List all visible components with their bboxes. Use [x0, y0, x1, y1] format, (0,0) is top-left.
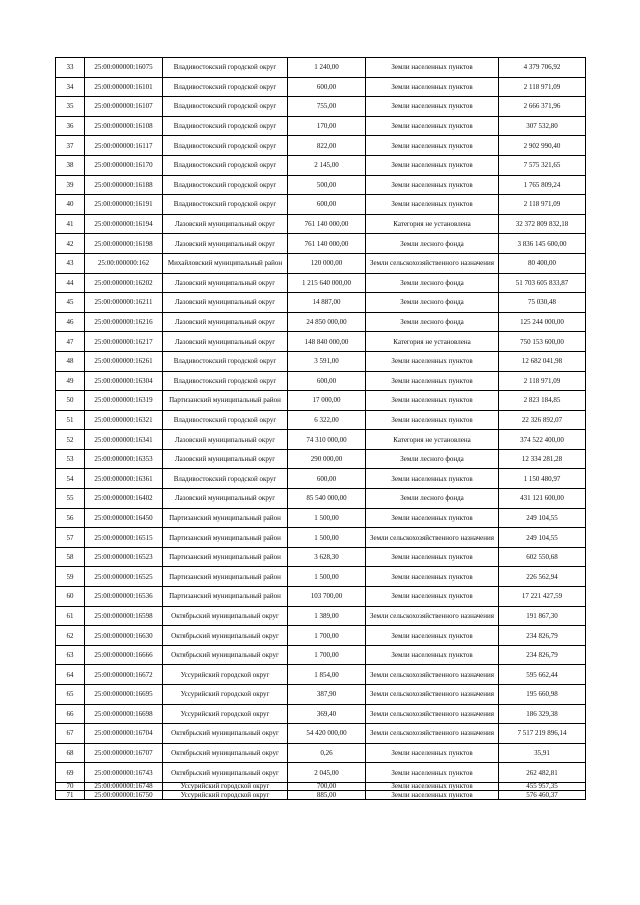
land-category-cell: Земли лесного фонда [366, 273, 499, 293]
land-category-cell: Земли лесного фонда [366, 293, 499, 313]
row-number-cell: 35 [56, 97, 85, 117]
cadastral-number-cell: 25:00:000000:16523 [85, 547, 163, 567]
area-cell: 700,00 [288, 782, 366, 791]
land-category-cell: Земли сельскохозяйственного назначения [366, 704, 499, 724]
area-cell: 1 700,00 [288, 645, 366, 665]
municipality-cell: Лазовский муниципальный округ [163, 332, 288, 352]
cadastral-number-cell: 25:00:000000:16261 [85, 351, 163, 371]
cadastral-value-cell: 4 379 706,92 [499, 58, 586, 78]
cadastral-value-cell: 2 823 184,85 [499, 391, 586, 411]
cadastral-number-cell: 25:00:000000:16075 [85, 58, 163, 78]
land-category-cell: Земли населенных пунктов [366, 791, 499, 800]
table-row [56, 58, 586, 78]
row-number-cell: 52 [56, 430, 85, 450]
land-category-cell: Земли населенных пунктов [366, 58, 499, 78]
cadastral-value-cell: 226 562,94 [499, 567, 586, 587]
row-number-cell: 49 [56, 371, 85, 391]
municipality-cell: Партизанский муниципальный район [163, 587, 288, 607]
municipality-cell: Владивостокский городской округ [163, 195, 288, 215]
municipality-cell: Октябрьский муниципальный округ [163, 743, 288, 763]
row-number-cell: 60 [56, 587, 85, 607]
land-category-cell: Земли населенных пунктов [366, 391, 499, 411]
area-cell: 369,40 [288, 704, 366, 724]
cadastral-value-cell: 2 666 371,96 [499, 97, 586, 117]
row-number-cell: 67 [56, 724, 85, 744]
cadastral-value-cell: 51 703 605 833,87 [499, 273, 586, 293]
municipality-cell: Октябрьский муниципальный округ [163, 626, 288, 646]
municipality-cell: Михайловский муниципальный район [163, 253, 288, 273]
municipality-cell: Владивостокский городской округ [163, 155, 288, 175]
cadastral-number-cell: 25:00:000000:16450 [85, 508, 163, 528]
cadastral-value-cell: 750 153 600,00 [499, 332, 586, 352]
municipality-cell: Уссурийский городской округ [163, 791, 288, 800]
area-cell: 1 500,00 [288, 508, 366, 528]
table-row [56, 332, 586, 352]
municipality-cell: Лазовский муниципальный округ [163, 312, 288, 332]
row-number-cell: 59 [56, 567, 85, 587]
land-category-cell: Земли населенных пунктов [366, 410, 499, 430]
land-category-cell: Земли населенных пунктов [366, 782, 499, 791]
cadastral-value-cell: 7 575 321,65 [499, 155, 586, 175]
row-number-cell: 53 [56, 449, 85, 469]
table-row [56, 136, 586, 156]
area-cell: 3 628,30 [288, 547, 366, 567]
land-category-cell: Земли населенных пунктов [366, 469, 499, 489]
cadastral-value-cell: 1 765 809,24 [499, 175, 586, 195]
cadastral-number-cell: 25:00:000000:16361 [85, 469, 163, 489]
area-cell: 600,00 [288, 371, 366, 391]
table-row [56, 508, 586, 528]
land-category-cell: Земли сельскохозяйственного назначения [366, 606, 499, 626]
area-cell: 600,00 [288, 77, 366, 97]
land-category-cell: Земли населенных пунктов [366, 645, 499, 665]
cadastral-number-cell: 25:00:000000:16321 [85, 410, 163, 430]
row-number-cell: 47 [56, 332, 85, 352]
cadastral-value-cell: 7 517 219 896,14 [499, 724, 586, 744]
row-number-cell: 42 [56, 234, 85, 254]
cadastral-value-cell: 2 902 990,40 [499, 136, 586, 156]
municipality-cell: Партизанский муниципальный район [163, 567, 288, 587]
cadastral-value-cell: 195 660,98 [499, 685, 586, 705]
row-number-cell: 33 [56, 58, 85, 78]
cadastral-number-cell: 25:00:000000:16101 [85, 77, 163, 97]
land-category-cell: Земли сельскохозяйственного назначения [366, 685, 499, 705]
area-cell: 885,00 [288, 791, 366, 800]
municipality-cell: Октябрьский муниципальный округ [163, 763, 288, 783]
land-category-cell: Земли сельскохозяйственного назначения [366, 253, 499, 273]
cadastral-value-cell: 1 150 480,97 [499, 469, 586, 489]
cadastral-value-cell: 80 400,00 [499, 253, 586, 273]
row-number-cell: 69 [56, 763, 85, 783]
area-cell: 600,00 [288, 469, 366, 489]
area-cell: 2 045,00 [288, 763, 366, 783]
table-row [56, 351, 586, 371]
land-category-cell: Категория не установлена [366, 332, 499, 352]
row-number-cell: 48 [56, 351, 85, 371]
row-number-cell: 38 [56, 155, 85, 175]
table-row [56, 253, 586, 273]
table-row [56, 234, 586, 254]
cadastral-value-cell: 125 244 000,00 [499, 312, 586, 332]
table-row [56, 791, 586, 800]
table-row [56, 430, 586, 450]
row-number-cell: 61 [56, 606, 85, 626]
area-cell: 290 000,00 [288, 449, 366, 469]
table-row [56, 528, 586, 548]
area-cell: 6 322,00 [288, 410, 366, 430]
cadastral-value-cell: 2 118 971,09 [499, 371, 586, 391]
municipality-cell: Уссурийский городской округ [163, 685, 288, 705]
cadastral-value-cell: 17 221 427,59 [499, 587, 586, 607]
municipality-cell: Лазовский муниципальный округ [163, 489, 288, 509]
municipality-cell: Партизанский муниципальный район [163, 508, 288, 528]
area-cell: 0,26 [288, 743, 366, 763]
table-row [56, 782, 586, 791]
land-category-cell: Земли сельскохозяйственного назначения [366, 665, 499, 685]
cadastral-number-cell: 25:00:000000:16750 [85, 791, 163, 800]
municipality-cell: Владивостокский городской округ [163, 58, 288, 78]
land-category-cell: Земли населенных пунктов [366, 351, 499, 371]
cadastral-number-cell: 25:00:000000:16117 [85, 136, 163, 156]
cadastral-value-cell: 12 334 281,28 [499, 449, 586, 469]
table-row [56, 724, 586, 744]
municipality-cell: Партизанский муниципальный район [163, 547, 288, 567]
municipality-cell: Владивостокский городской округ [163, 97, 288, 117]
cadastral-number-cell: 25:00:000000:16598 [85, 606, 163, 626]
municipality-cell: Партизанский муниципальный район [163, 391, 288, 411]
table-row [56, 685, 586, 705]
municipality-cell: Уссурийский городской округ [163, 665, 288, 685]
cadastral-number-cell: 25:00:000000:16188 [85, 175, 163, 195]
cadastral-number-cell: 25:00:000000:162 [85, 253, 163, 273]
cadastral-number-cell: 25:00:000000:16170 [85, 155, 163, 175]
cadastral-number-cell: 25:00:000000:16211 [85, 293, 163, 313]
municipality-cell: Лазовский муниципальный округ [163, 449, 288, 469]
municipality-cell: Владивостокский городской округ [163, 116, 288, 136]
table-row [56, 371, 586, 391]
row-number-cell: 64 [56, 665, 85, 685]
land-category-cell: Земли лесного фонда [366, 312, 499, 332]
land-category-cell: Земли населенных пунктов [366, 743, 499, 763]
table-row [56, 391, 586, 411]
row-number-cell: 46 [56, 312, 85, 332]
area-cell: 54 420 000,00 [288, 724, 366, 744]
area-cell: 1 500,00 [288, 567, 366, 587]
table-row [56, 704, 586, 724]
land-category-cell: Земли населенных пунктов [366, 763, 499, 783]
table-row [56, 606, 586, 626]
area-cell: 2 145,00 [288, 155, 366, 175]
area-cell: 500,00 [288, 175, 366, 195]
cadastral-number-cell: 25:00:000000:16748 [85, 782, 163, 791]
area-cell: 85 540 000,00 [288, 489, 366, 509]
row-number-cell: 70 [56, 782, 85, 791]
cadastral-value-cell: 22 326 892,07 [499, 410, 586, 430]
cadastral-value-cell: 249 104,55 [499, 528, 586, 548]
land-category-cell: Земли населенных пунктов [366, 175, 499, 195]
row-number-cell: 68 [56, 743, 85, 763]
municipality-cell: Лазовский муниципальный округ [163, 214, 288, 234]
cadastral-value-cell: 234 826,79 [499, 626, 586, 646]
table-row [56, 469, 586, 489]
land-category-cell: Категория не установлена [366, 430, 499, 450]
cadastral-number-cell: 25:00:000000:16198 [85, 234, 163, 254]
cadastral-number-cell: 25:00:000000:16319 [85, 391, 163, 411]
cadastral-value-cell: 307 532,80 [499, 116, 586, 136]
land-category-cell: Земли лесного фонда [366, 449, 499, 469]
cadastral-value-cell: 602 550,68 [499, 547, 586, 567]
land-category-cell: Земли населенных пунктов [366, 77, 499, 97]
area-cell: 24 850 000,00 [288, 312, 366, 332]
cadastral-number-cell: 25:00:000000:16525 [85, 567, 163, 587]
cadastral-number-cell: 25:00:000000:16707 [85, 743, 163, 763]
municipality-cell: Владивостокский городской округ [163, 371, 288, 391]
cadastral-number-cell: 25:00:000000:16536 [85, 587, 163, 607]
area-cell: 600,00 [288, 195, 366, 215]
land-category-cell: Земли населенных пунктов [366, 195, 499, 215]
row-number-cell: 56 [56, 508, 85, 528]
cadastral-number-cell: 25:00:000000:16698 [85, 704, 163, 724]
cadastral-value-cell: 431 121 600,00 [499, 489, 586, 509]
land-category-cell: Земли населенных пунктов [366, 371, 499, 391]
table-row [56, 273, 586, 293]
table-row [56, 489, 586, 509]
table-row [56, 97, 586, 117]
cadastral-value-cell: 191 867,30 [499, 606, 586, 626]
municipality-cell: Октябрьский муниципальный округ [163, 645, 288, 665]
cadastral-value-cell: 32 372 809 832,18 [499, 214, 586, 234]
area-cell: 1 854,00 [288, 665, 366, 685]
cadastral-number-cell: 25:00:000000:16630 [85, 626, 163, 646]
municipality-cell: Владивостокский городской округ [163, 77, 288, 97]
area-cell: 761 140 000,00 [288, 234, 366, 254]
table-body [56, 58, 586, 800]
row-number-cell: 54 [56, 469, 85, 489]
cadastral-number-cell: 25:00:000000:16217 [85, 332, 163, 352]
table-row [56, 214, 586, 234]
row-number-cell: 40 [56, 195, 85, 215]
table-row [56, 312, 586, 332]
cadastral-number-cell: 25:00:000000:16304 [85, 371, 163, 391]
row-number-cell: 44 [56, 273, 85, 293]
area-cell: 120 000,00 [288, 253, 366, 273]
land-category-cell: Земли населенных пунктов [366, 97, 499, 117]
table-row [56, 547, 586, 567]
cadastral-number-cell: 25:00:000000:16191 [85, 195, 163, 215]
area-cell: 822,00 [288, 136, 366, 156]
municipality-cell: Владивостокский городской округ [163, 351, 288, 371]
cadastral-value-cell: 262 482,81 [499, 763, 586, 783]
area-cell: 1 240,00 [288, 58, 366, 78]
row-number-cell: 71 [56, 791, 85, 800]
cadastral-value-cell: 249 104,55 [499, 508, 586, 528]
municipality-cell: Лазовский муниципальный округ [163, 273, 288, 293]
row-number-cell: 58 [56, 547, 85, 567]
land-category-cell: Земли лесного фонда [366, 234, 499, 254]
area-cell: 761 140 000,00 [288, 214, 366, 234]
land-category-cell: Земли сельскохозяйственного назначения [366, 528, 499, 548]
table-row [56, 763, 586, 783]
cadastral-number-cell: 25:00:000000:16202 [85, 273, 163, 293]
cadastral-value-cell: 3 836 145 600,00 [499, 234, 586, 254]
cadastral-number-cell: 25:00:000000:16402 [85, 489, 163, 509]
cadastral-value-cell: 75 030,48 [499, 293, 586, 313]
cadastral-number-cell: 25:00:000000:16515 [85, 528, 163, 548]
cadastral-number-cell: 25:00:000000:16341 [85, 430, 163, 450]
area-cell: 1 700,00 [288, 626, 366, 646]
cadastral-number-cell: 25:00:000000:16194 [85, 214, 163, 234]
cadastral-number-cell: 25:00:000000:16107 [85, 97, 163, 117]
land-parcel-table [55, 57, 586, 800]
area-cell: 1 215 640 000,00 [288, 273, 366, 293]
municipality-cell: Лазовский муниципальный округ [163, 293, 288, 313]
area-cell: 1 500,00 [288, 528, 366, 548]
row-number-cell: 37 [56, 136, 85, 156]
cadastral-value-cell: 2 118 971,09 [499, 195, 586, 215]
land-category-cell: Земли населенных пунктов [366, 155, 499, 175]
table-row [56, 587, 586, 607]
row-number-cell: 50 [56, 391, 85, 411]
municipality-cell: Уссурийский городской округ [163, 704, 288, 724]
cadastral-number-cell: 25:00:000000:16672 [85, 665, 163, 685]
cadastral-value-cell: 455 957,35 [499, 782, 586, 791]
cadastral-value-cell: 12 682 041,98 [499, 351, 586, 371]
municipality-cell: Владивостокский городской округ [163, 469, 288, 489]
cadastral-value-cell: 595 662,44 [499, 665, 586, 685]
row-number-cell: 36 [56, 116, 85, 136]
row-number-cell: 63 [56, 645, 85, 665]
cadastral-value-cell: 374 522 400,00 [499, 430, 586, 450]
table-row [56, 195, 586, 215]
area-cell: 1 389,00 [288, 606, 366, 626]
area-cell: 17 000,00 [288, 391, 366, 411]
area-cell: 755,00 [288, 97, 366, 117]
land-category-cell: Земли населенных пунктов [366, 567, 499, 587]
land-category-cell: Земли населенных пунктов [366, 508, 499, 528]
row-number-cell: 66 [56, 704, 85, 724]
cadastral-number-cell: 25:00:000000:16216 [85, 312, 163, 332]
table-row [56, 293, 586, 313]
land-category-cell: Земли лесного фонда [366, 489, 499, 509]
municipality-cell: Владивостокский городской округ [163, 136, 288, 156]
table-row [56, 567, 586, 587]
municipality-cell: Владивостокский городской округ [163, 410, 288, 430]
row-number-cell: 45 [56, 293, 85, 313]
row-number-cell: 34 [56, 77, 85, 97]
table-row [56, 449, 586, 469]
row-number-cell: 51 [56, 410, 85, 430]
land-category-cell: Земли населенных пунктов [366, 116, 499, 136]
cadastral-value-cell: 35,91 [499, 743, 586, 763]
table-row [56, 175, 586, 195]
row-number-cell: 39 [56, 175, 85, 195]
municipality-cell: Партизанский муниципальный район [163, 528, 288, 548]
row-number-cell: 65 [56, 685, 85, 705]
cadastral-value-cell: 234 826,79 [499, 645, 586, 665]
table-row [56, 77, 586, 97]
area-cell: 74 310 000,00 [288, 430, 366, 450]
row-number-cell: 43 [56, 253, 85, 273]
cadastral-value-cell: 576 460,37 [499, 791, 586, 800]
land-category-cell: Категория не установлена [366, 214, 499, 234]
area-cell: 387,90 [288, 685, 366, 705]
table-row [56, 116, 586, 136]
land-category-cell: Земли населенных пунктов [366, 587, 499, 607]
row-number-cell: 41 [56, 214, 85, 234]
land-category-cell: Земли сельскохозяйственного назначения [366, 724, 499, 744]
land-category-cell: Земли населенных пунктов [366, 626, 499, 646]
cadastral-number-cell: 25:00:000000:16353 [85, 449, 163, 469]
table-row [56, 410, 586, 430]
area-cell: 103 700,00 [288, 587, 366, 607]
cadastral-value-cell: 186 329,38 [499, 704, 586, 724]
land-category-cell: Земли населенных пунктов [366, 547, 499, 567]
cadastral-number-cell: 25:00:000000:16743 [85, 763, 163, 783]
area-cell: 148 840 000,00 [288, 332, 366, 352]
cadastral-value-cell: 2 118 971,09 [499, 77, 586, 97]
municipality-cell: Уссурийский городской округ [163, 782, 288, 791]
municipality-cell: Лазовский муниципальный округ [163, 430, 288, 450]
cadastral-number-cell: 25:00:000000:16666 [85, 645, 163, 665]
row-number-cell: 55 [56, 489, 85, 509]
row-number-cell: 57 [56, 528, 85, 548]
area-cell: 170,00 [288, 116, 366, 136]
table-row [56, 155, 586, 175]
row-number-cell: 62 [56, 626, 85, 646]
area-cell: 14 887,00 [288, 293, 366, 313]
area-cell: 3 591,00 [288, 351, 366, 371]
table-row [56, 645, 586, 665]
table-row [56, 743, 586, 763]
municipality-cell: Владивостокский городской округ [163, 175, 288, 195]
municipality-cell: Октябрьский муниципальный округ [163, 724, 288, 744]
table-row [56, 626, 586, 646]
land-category-cell: Земли населенных пунктов [366, 136, 499, 156]
cadastral-number-cell: 25:00:000000:16108 [85, 116, 163, 136]
cadastral-number-cell: 25:00:000000:16695 [85, 685, 163, 705]
cadastral-number-cell: 25:00:000000:16704 [85, 724, 163, 744]
municipality-cell: Лазовский муниципальный округ [163, 234, 288, 254]
municipality-cell: Октябрьский муниципальный округ [163, 606, 288, 626]
table-row [56, 665, 586, 685]
